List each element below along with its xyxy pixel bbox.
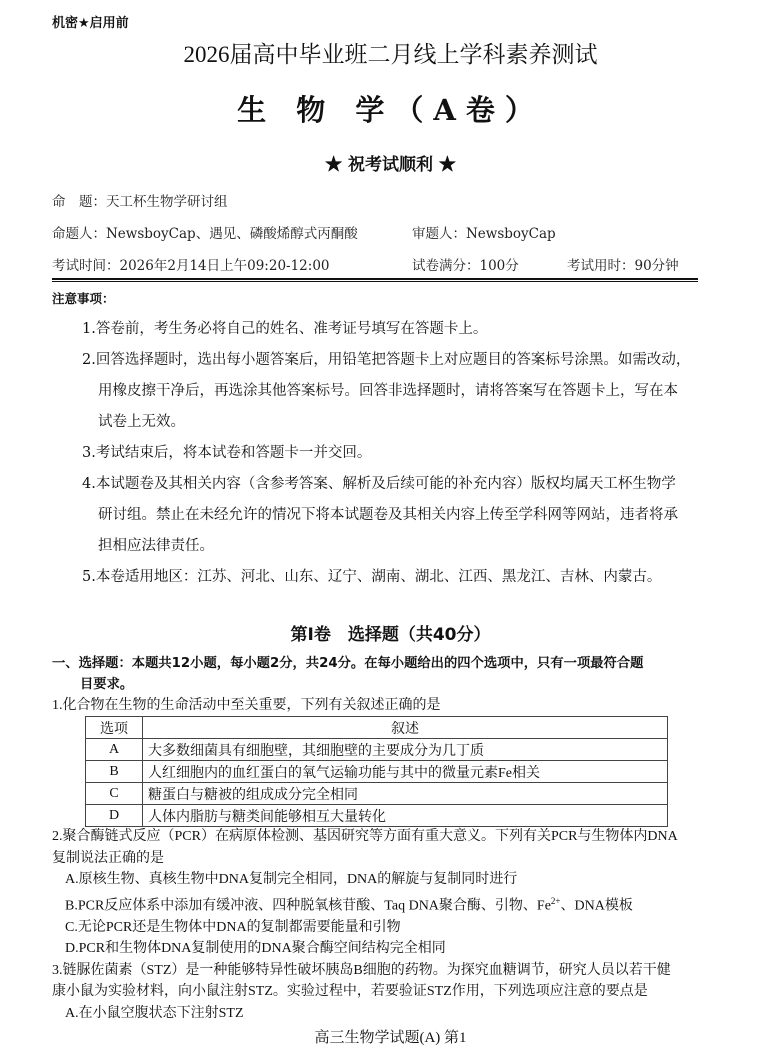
notice-item-cont: 研讨组。禁止在未经允许的情况下将本试题卷及其相关内容上传至学科网等网站，违者将承 — [98, 507, 678, 523]
good-luck-banner: ★ 祝考试顺利 ★ — [325, 155, 456, 175]
exam-title: 2026届高中毕业班二月线上学科素养测试 — [183, 42, 598, 67]
q1-table — [85, 716, 668, 827]
notice-item: 4.本试题卷及其相关内容（含参考答案、解析及后续可能的补充内容）版权均属天工杯生物学 — [82, 476, 676, 492]
q2-stem-cont: 复制说法正确的是 — [52, 850, 164, 866]
notice-item: 5.本卷适用地区：江苏、河北、山东、辽宁、湖南、湖北、江西、黑龙江、吉林、内蒙古。 — [82, 569, 662, 585]
q2-option-d: D.PCR和生物体DNA复制使用的DNA聚合酶空间结构完全相同 — [65, 941, 446, 957]
notice-item-cont: 试卷上无效。 — [98, 414, 185, 430]
col-header: 选项 — [86, 717, 143, 739]
q1-stem: 1.化合物在生物的生命活动中至关重要，下列有关叙述正确的是 — [52, 698, 441, 713]
notice-item-cont: 担相应法律责任。 — [98, 538, 214, 554]
option-text: 人体内脂肪与糖类间能够相互大量转化 — [143, 805, 668, 827]
table-header-row — [86, 717, 668, 739]
q2-option-b-text: 、DNA模板 — [560, 898, 633, 914]
option-key: B — [86, 761, 143, 783]
confidential-label: 机密★启用前 — [52, 16, 129, 31]
notice-list — [82, 314, 702, 593]
q2-option-b-text: B.PCR反应体系中添加有缓冲液、四种脱氧核苷酸、Taq DNA聚合酶、引物、Fe — [65, 898, 551, 914]
q3-stem: 3.链脲佐菌素（STZ）是一种能够特异性破坏胰岛B细胞的药物。为探究血糖调节，研究人员以若干健 — [52, 962, 671, 978]
table-row — [86, 805, 668, 827]
q2-option-c: C.无论PCR还是生物体中DNA的复制都需要能量和引物 — [65, 919, 401, 935]
proposer-group: 命 题：天工杯生物学研讨组 — [52, 194, 228, 210]
question-2 — [52, 826, 712, 1024]
table-row — [86, 739, 668, 761]
option-text: 糖蛋白与糖被的组成成分完全相同 — [143, 783, 668, 805]
option-text: 人红细胞内的血红蛋白的氧气运输功能与其中的微量元素Fe相关 — [143, 761, 668, 783]
q3-option-a: A.在小鼠空腹状态下注射STZ — [65, 1005, 244, 1021]
double-rule-divider — [52, 278, 698, 282]
superscript: 2+ — [550, 895, 561, 906]
section-title: 第Ⅰ卷 选择题（共40分） — [290, 625, 491, 645]
table-row — [86, 783, 668, 805]
subject-title: 生 物 学（A卷） — [237, 93, 544, 127]
q2-option-a: A.原核生物、真核生物中DNA复制完全相同，DNA的解旋与复制同时进行 — [65, 872, 518, 887]
q2-stem: 2.聚合酶链式反应（PCR）在病原体检测、基因研究等方面有重大意义。下列有关PCR与生物体内DNA — [52, 829, 678, 844]
option-key: D — [86, 805, 143, 827]
exam-time: 考试时间：2026年2月14日上午09:20-12:00 — [52, 258, 330, 274]
notice-item: 1.答卷前，考生务必将自己的姓名、准考证号填写在答题卡上。 — [82, 321, 488, 337]
q3-stem-cont: 康小鼠为实验材料，向小鼠注射STZ。实验过程中，若要验证STZ作用，下列选项应注意的要点是 — [52, 984, 648, 1000]
full-score: 试卷满分：100分 — [412, 258, 519, 274]
table-row — [86, 761, 668, 783]
part-line: 一、选择题：本题共12小题，每小题2分，共24分。在每小题给出的四个选项中，只有一项最符合题 — [52, 656, 644, 671]
duration: 考试用时：90分钟 — [567, 258, 679, 274]
authors: 命题人：NewsboyCap、遇见、磷酸烯醇式丙酮酸 — [52, 226, 358, 242]
option-key: C — [86, 783, 143, 805]
notice-item: 3.考试结束后，将本试卷和答题卡一并交回。 — [82, 445, 372, 461]
notice-heading: 注意事项： — [52, 291, 115, 306]
q2-option-b — [52, 891, 712, 917]
part-instructions — [52, 653, 712, 695]
option-text: 大多数细菌具有细胞壁，其细胞壁的主要成分为几丁质 — [143, 739, 668, 761]
option-key: A — [86, 739, 143, 761]
page-footer: 高三生物学试题(A) 第1 — [314, 1030, 467, 1046]
col-header: 叙述 — [143, 717, 668, 739]
notice-item-cont: 用橡皮擦干净后，再选涂其他答案标号。回答非选择题时，请将答案写在答题卡上，写在本 — [98, 383, 678, 399]
reviewer: 审题人：NewsboyCap — [412, 226, 556, 242]
notice-item: 2.回答选择题时，选出每小题答案后，用铅笔把答题卡上对应题目的答案标号涂黑。如需改动， — [82, 352, 691, 368]
part-line: 目要求。 — [80, 677, 134, 692]
